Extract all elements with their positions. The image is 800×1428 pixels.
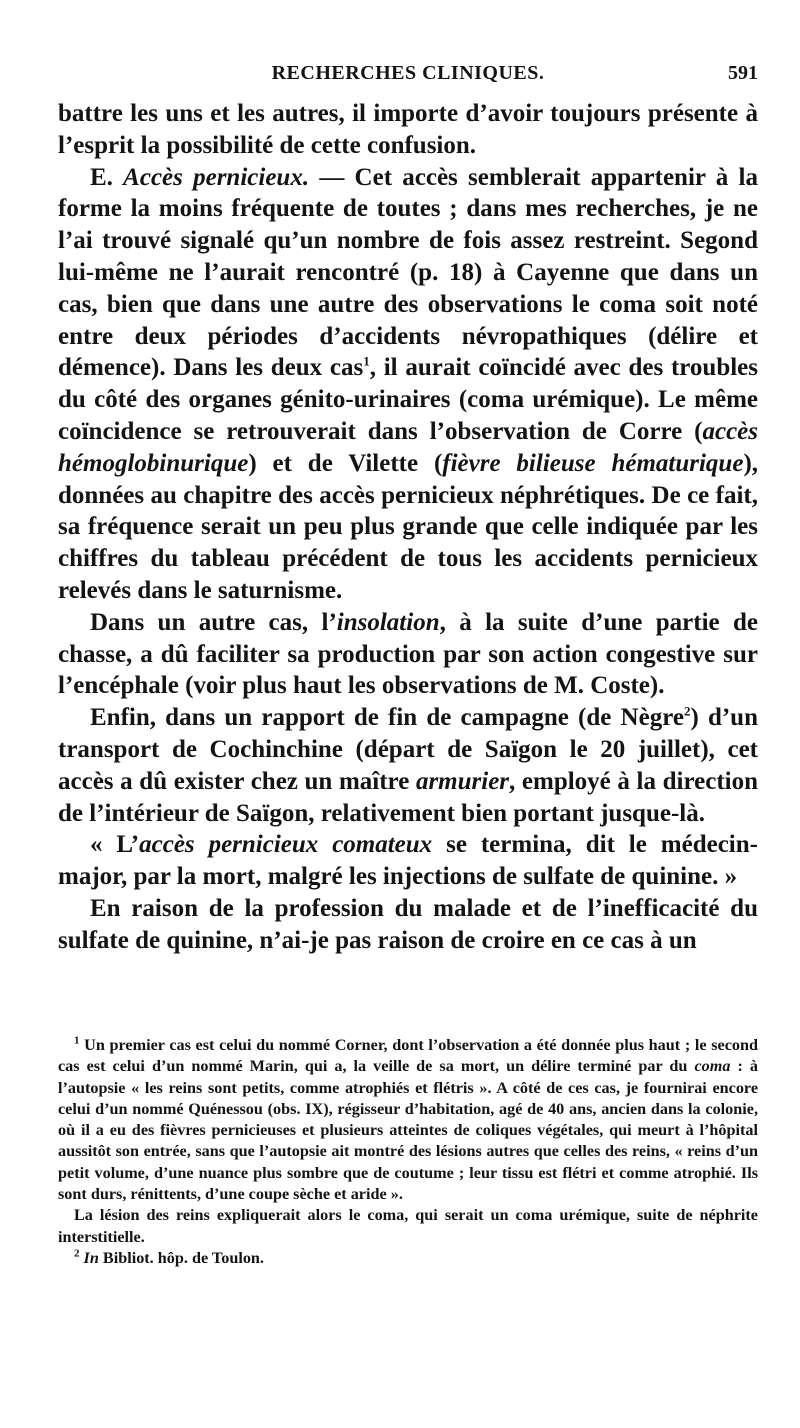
italic-term: In xyxy=(83,1248,99,1267)
text-run: — Cet accès semblerait appartenir à la forme la moins fréquente de toutes ; dans mes recherches, je ne l’ai trouvé signalé qu’un nombre de fois assez restreint. Segond lui-même ne l’aurait rencontré (p. 18) à Cayenne que dans un cas, bien que dans une autre des observations le coma soit noté entre deux périodes d’accidents névropathiques (délire et démence). Dans les deux cas xyxy=(58,163,758,382)
footnotes xyxy=(58,1035,758,1269)
text-run: ) et de Vilette ( xyxy=(248,449,443,477)
italic-term: Accès pernicieux. xyxy=(123,163,310,191)
footnote-mark: 2 xyxy=(74,1247,80,1260)
text-run: : à l’autopsie « les reins sont petits, comme atrophiés et flétris ». A côté de ces cas, je fournirai encore celui d’un nommé Quénessou (obs. IX), régisseur d’habitation, agé de 40 ans, ancien dans la colonie, où il a eu des fièvres pernicieuses et plusieurs atteintes de coliques végétales, qui meurt à l’hôpital aussitôt son entrée, sans que l’autopsie ait montré des lésions autres que celles des reins, « reins d’un petit volume, d’une nuance plus sombre que de coutume ; leur tissu est flétri et comme atrophié. Ils sont durs, rénittents, d’une coupe sèche et aride ». xyxy=(58,1057,759,1204)
italic-term: insolation xyxy=(336,608,440,636)
paragraph xyxy=(58,98,758,162)
italic-term: accès pernicieux comateux xyxy=(139,831,433,859)
text-run: , il aurait coïncidé avec des troubles du côté des organes génito-urinaires (coma urémique). Le même coïncidence se retrouverait dans l’observation de Corre ( xyxy=(58,354,758,445)
footnote-ref: 2 xyxy=(683,703,691,719)
text-run: Bibliot. hôp. de Toulon. xyxy=(98,1248,264,1267)
footnote-1-continuation: La lésion des reins expliquerait alors le coma, qui serait un coma urémique, suite de néphrite interstitielle. xyxy=(58,1206,758,1246)
page-number: 591 xyxy=(728,62,758,84)
text-run: battre les uns et les autres, il importe d’avoir toujours présente à l’esprit la possibilité de cette confusion. xyxy=(58,100,758,159)
text-run: , à la suite d’une partie de chasse, a dû faciliter sa production par son action congestive sur l’encéphale (voir plus haut les observations de M. Coste). xyxy=(58,608,758,700)
footnote-ref: 1 xyxy=(363,354,370,370)
footnote-mark: 1 xyxy=(74,1034,80,1047)
text-run: Enfin, dans un rapport de fin de campagne (de Nègre xyxy=(90,704,684,732)
body-text xyxy=(58,98,758,957)
paragraph xyxy=(58,893,758,957)
running-head xyxy=(58,62,758,92)
text-run: Un premier cas est celui du nommé Corner, dont l’observation a été donnée plus haut ; le second cas est celui d’un nommé Marin, qui a, la veille de sa mort, un délire terminé par du xyxy=(58,1036,758,1076)
paragraph xyxy=(58,702,758,829)
italic-term: armurier xyxy=(415,767,510,795)
footnote-2 xyxy=(58,1248,758,1269)
text-run: E. xyxy=(90,163,124,191)
italic-term: fièvre bilieuse hématurique xyxy=(442,449,744,477)
paragraph xyxy=(58,829,758,893)
paragraph xyxy=(58,607,758,702)
text-run: ), données au chapitre des accès pernicieux néphrétiques. De ce fait, sa fréquence serait un peu plus grande que celle indiquée par les chiffres du tableau précédent de tous les accidents pernicieux relevés dans le saturnisme. xyxy=(58,449,759,604)
running-head-title: RECHERCHES CLINIQUES. xyxy=(271,62,545,84)
text-run: Dans un autre cas, l’ xyxy=(90,608,337,636)
footnote-1 xyxy=(58,1035,758,1205)
text-run: ) d’un transport de Cochinchine (départ de Saïgon le 20 juillet), cet accès a dû exister chez un maître xyxy=(58,704,758,795)
italic-term: accès hémoglobinurique xyxy=(58,417,758,477)
text-run: En raison de la profession du malade et de l’inefficacité du sulfate de quinine, n’ai-je pas raison de croire en ce cas à un xyxy=(58,894,758,954)
text-run: , employé à la direction de l’intérieur de Saïgon, relativement bien portant jusque-là. xyxy=(58,767,758,827)
text-run: « L’ xyxy=(90,831,140,859)
text-run: se termina, dit le médecin-major, par la mort, malgré les injections de sulfate de quinine. » xyxy=(58,831,758,891)
paragraph xyxy=(58,162,758,607)
italic-term: coma xyxy=(694,1057,731,1076)
